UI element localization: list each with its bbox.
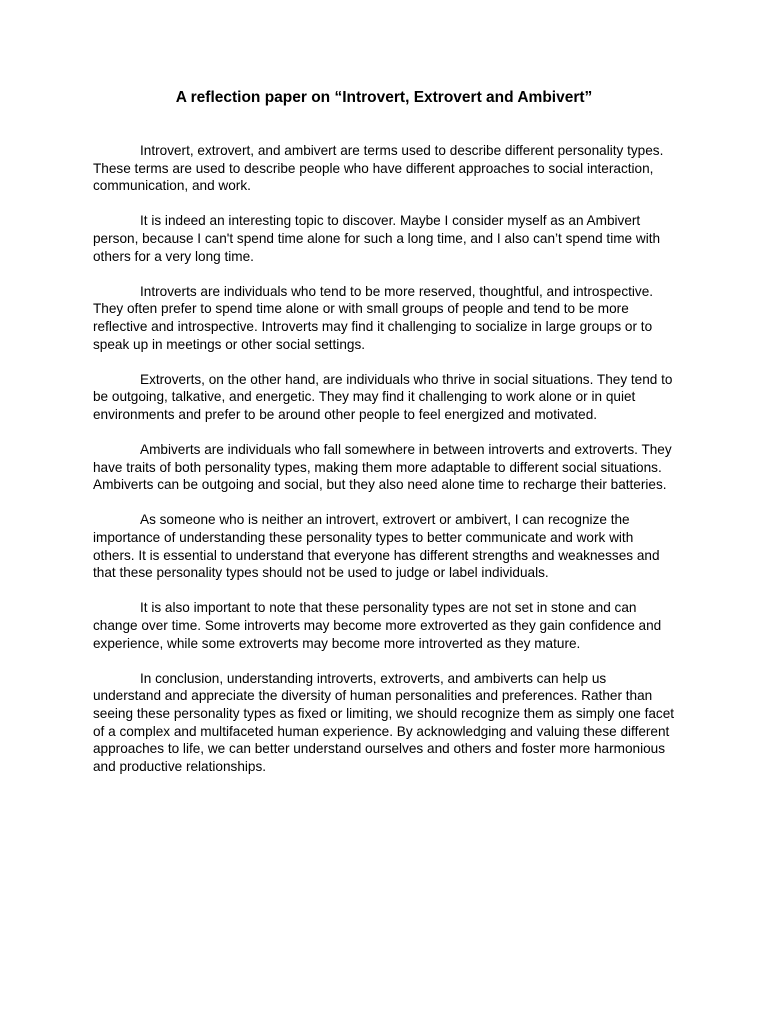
paragraph-extroverts: Extroverts, on the other hand, are individuals who thrive in social situations. They tend to be outgoing, talkative, and energetic. They may find it challenging to work alone or in quiet environments and prefer to be around other people to feel energized and motivated.	[93, 371, 673, 422]
paragraph-change-over-time: It is also important to note that these personality types are not set in stone and can change over time. Some introverts may become more extroverted as they gain confidence and experience, while some extroverts may become more introverted as they mature.	[93, 600, 662, 651]
document-title: A reflection paper on “Introvert, Extrovert and Ambivert”	[175, 89, 593, 106]
paragraph-conclusion: In conclusion, understanding introverts, extroverts, and ambiverts can help us understand and appreciate the diversity of human personalities and preferences. Rather than seeing these personality types as fixed or limiting, we should recognize them as simply one facet of a complex and multifaceted human experience. By acknowledging and valuing these different approaches to life, we can better understand ourselves and others and foster more harmonious and productive relationships.	[93, 670, 675, 774]
paragraph-intro: Introvert, extrovert, and ambivert are terms used to describe different personality types. These terms are used to describe people who have different approaches to social interaction, communication, and work.	[93, 143, 664, 194]
paragraph-personal-view: It is indeed an interesting topic to discover. Maybe I consider myself as an Ambivert person, because I can't spend time alone for such a long time, and I also can’t spend time with others for a very long time.	[93, 213, 661, 264]
paragraph-importance: As someone who is neither an introvert, extrovert or ambivert, I can recognize the importance of understanding these personality types to better communicate and work with others. It is essential to understand that everyone has different strengths and weaknesses and that these personality types should not be used to judge or label individuals.	[93, 512, 660, 581]
paragraph-ambiverts: Ambiverts are individuals who fall somewhere in between introverts and extroverts. They have traits of both personality types, making them more adaptable to different social situations. Ambiverts can be outgoing and social, but they also need alone time to recharge their batteries.	[93, 442, 672, 493]
document-body	[93, 142, 677, 793]
paragraph-introverts: Introverts are individuals who tend to be more reserved, thoughtful, and introspective. They often prefer to spend time alone or with small groups of people and tend to be more reflective and introspective. Introverts may find it challenging to socialize in large groups or to speak up in meetings or other social settings.	[93, 283, 654, 352]
